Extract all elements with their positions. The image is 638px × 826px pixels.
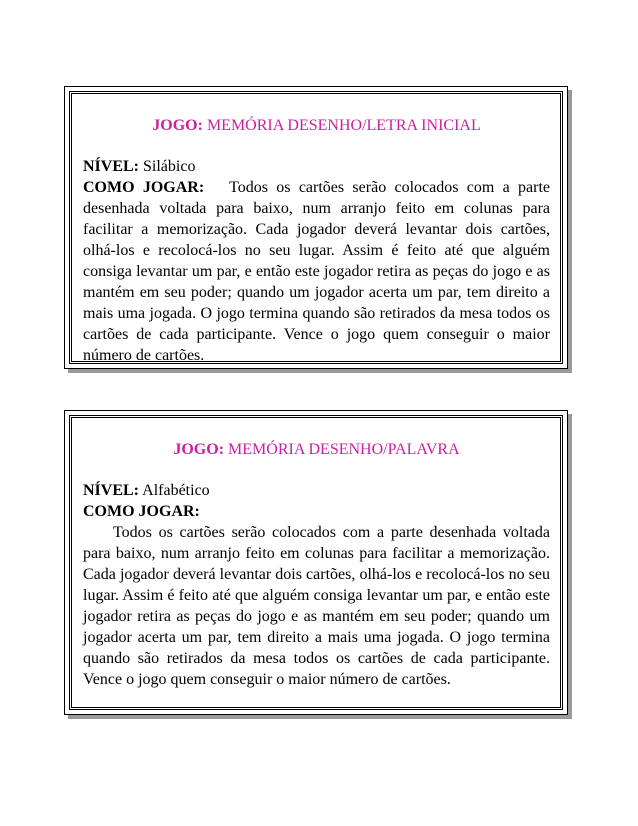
howto-label: COMO JOGAR: (83, 503, 200, 520)
howto-body: Todos os cartões serão colocados com a parte desenhada voltada para baixo, num arranjo feito em colunas para facilitar a memorização. Cada jogador deverá levantar dois cartões, olhá-los e recolocá-los no seu lugar. Assim é feito até que alguém consiga levantar um par, e então este jogador retira as peças do jogo e as mantém em seu poder; quando um jogador acerta um par, tem direito a mais uma jogada. O jogo termina quando são retirados da mesa todos os cartões de cada participante. Vence o jogo quem conseguir o maior número de cartões. (83, 179, 551, 364)
card-frame (69, 91, 563, 364)
card-title (83, 116, 550, 136)
game-card-1 (64, 86, 568, 369)
title-keyword: JOGO: (173, 441, 225, 458)
title-value: MEMÓRIA DESENHO/PALAVRA (228, 441, 460, 458)
howto-label: COMO JOGAR: (83, 179, 205, 196)
level-value: Silábico (143, 158, 196, 175)
level-label: NÍVEL: (83, 482, 140, 499)
howto-body: Todos os cartões serão colocados com a parte desenhada voltada para baixo, num arranjo feito em colunas para facilitar a memorização. Cada jogador deverá levantar dois cartões, olhá-los e recolocá-los no seu lugar. Assim é feito até que alguém consiga levantar um par, e então este jogador retira as peças do jogo e as mantém em seu poder; quando um jogador acerta um par, tem direito a mais uma jogada. O jogo termina quando são retirados da mesa todos os cartões de cada participante. Vence o jogo quem conseguir o maior número de cartões. (83, 524, 550, 688)
howto-paragraph (83, 177, 550, 366)
level-value: Alfabético (142, 482, 210, 499)
level-line (83, 480, 550, 501)
title-value: MEMÓRIA DESENHO/LETRA INICIAL (206, 117, 481, 134)
level-label: NÍVEL: (83, 158, 140, 175)
card-frame (69, 415, 563, 710)
game-card-2 (64, 410, 568, 715)
level-line (83, 156, 550, 177)
card-title (83, 440, 550, 460)
title-keyword: JOGO: (152, 117, 203, 134)
